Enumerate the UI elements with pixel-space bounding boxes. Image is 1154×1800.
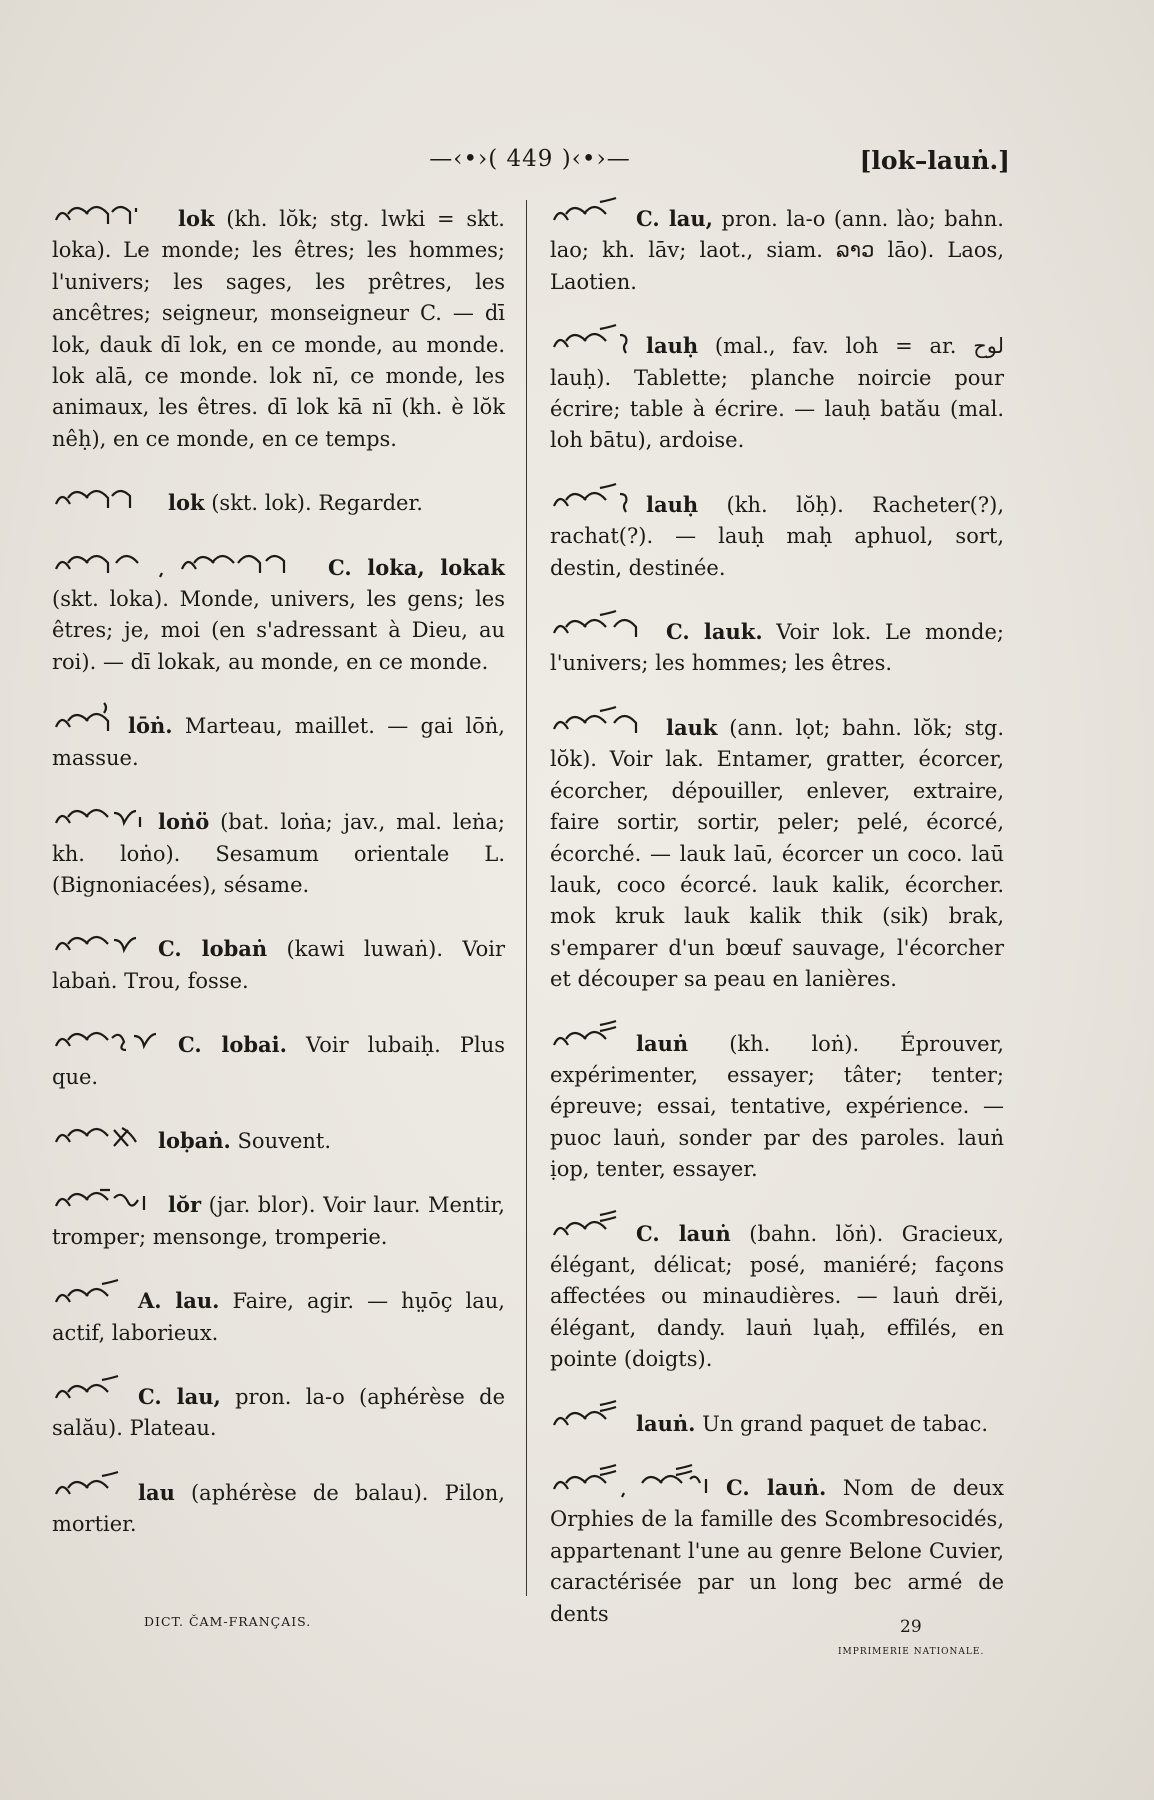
dictionary-entry: lau (aphérèse de balau). Pilon, mortier. [52,1474,505,1541]
cham-script-glyph [52,1282,132,1306]
cham-script-glyph [52,484,162,508]
cham-script-glyph [550,486,640,510]
column-divider [526,200,527,1596]
cham-script-glyph [550,709,660,733]
dictionary-entry: lauk (ann. lọt; bahn. lŏk; stg. lŏk). Voir lak. Entamer, gratter, écorcer, écorcher, dépouiller, enlever, extraire, faire sortir, sortir, peler; pelé, écorcé, écorché. — lauk laū, écorcer un coco. laū lauk, coco écorcé. lauk kalik, écorcher. mok kruk lauk kalik thik (sik) brak, s'emparer d'un bœuf sauvage, l'écorcher et découper sa peau en lanières. [550,709,1004,996]
dictionary-entry: lauḥ (kh. lŏḥ). Racheter(?), rachat(?). — lauḥ maḥ aphuol, sort, destin, destinée. [550,486,1004,584]
dictionary-entry: C. lobai. Voir lubaiḥ. Plus que. [52,1026,505,1093]
footer-printer: IMPRIMERIE NATIONALE. [838,1647,985,1657]
dictionary-entry: C. lauk. Voir lok. Le monde; l'univers; les hommes; les êtres. [550,613,1004,680]
dictionary-entry: loṅö (bat. loṅa; jav., mal. leṅa; kh. loṅo). Sesamum orientale L. (Bignoniacées), sésame. [52,803,505,901]
cham-script-glyph [550,1469,720,1493]
cham-script-glyph [550,327,640,351]
cham-script-glyph [550,1025,630,1049]
dictionary-entry: C. lauṅ. Nom de deux Orphies de la famille des Scombresocidés, appartenant l'une au genre Belone Cuvier, caractérisée par un long bec armé de dents [550,1469,1004,1630]
right-column [550,200,1004,1659]
cham-script-glyph [550,1215,630,1239]
dictionary-entry: C. lau, pron. la-o (ann. lào; bahn. lao; kh. lāv; laot., siam. ລາວ lāo). Laos, Laotien. [550,200,1004,298]
dictionary-entry: lok (kh. lŏk; stg. lwki = skt. loka). Le monde; les êtres; les hommes; l'univers; les sages, les prêtres, les ancêtres; seigneur, monseigneur C. — dī lok, dauk dī lok, en ce monde, au monde. lok alā, ce monde. lok nī, ce monde, les animaux, les êtres. dī lok kā nī (kh. è lŏk nêḥ), en ce monde, en ce temps. [52,200,505,455]
page-number: —‹•›( 449 )‹•›— [429,146,631,172]
cham-script-glyph [550,613,660,637]
entry-range: [lok–lauṅ.] [859,146,1010,175]
footer-publication: DICT. ČAM-FRANÇAIS. [144,1614,312,1629]
dictionary-entry: lok (skt. lok). Regarder. [52,484,505,519]
cham-script-glyph [550,200,630,224]
cham-script-glyph [52,1378,132,1402]
cham-script-glyph [52,1122,152,1146]
cham-script-glyph [52,1186,162,1210]
cham-script-glyph [52,200,172,224]
dictionary-entry: C. lauṅ (bahn. lŏṅ). Gracieux, élégant, délicat; posé, maniéré; façons affectées ou minaudières. — lauṅ drĕi, élégant, dandy. lauṅ lụaḥ, effilés, en pointe (doigts). [550,1215,1004,1376]
cham-script-glyph [52,930,152,954]
cham-script-glyph [550,1405,630,1429]
dictionary-entry: loḅaṅ. Souvent. [52,1122,505,1157]
footer-sheet-number: 29 [900,1617,922,1637]
dictionary-entry: lauṅ (kh. loṅ). Éprouver, expérimenter, essayer; tâter; tenter; épreuve; essai, tentative, expérience. — puoc lauṅ, sonder par des paroles. lauṅ ịop, tenter, essayer. [550,1025,1004,1186]
cham-script-glyph [52,1026,172,1050]
dictionary-entry: C. lau, pron. la-o (aphérèse de salău). Plateau. [52,1378,505,1445]
left-column [52,200,505,1570]
dictionary-entry: lauṅ. Un grand paquet de tabac. [550,1405,1004,1440]
dictionary-entry: lōṅ. Marteau, maillet. — gai lōṅ, massue. [52,707,505,774]
cham-script-glyph [52,1474,132,1498]
dictionary-entry: C. lobaṅ (kawi luwaṅ). Voir labaṅ. Trou, fosse. [52,930,505,997]
dictionary-entry: lauḥ (mal., fav. loh = ar. لوح lauḥ). Tablette; planche noircie pour écrire; table à écrire. — lauḥ batău (mal. loh bātu), ardoise. [550,327,1004,457]
cham-script-glyph [52,707,122,731]
cham-script-glyph [52,549,322,573]
dictionary-entry: A. lau. Faire, agir. — hṳōç lau, actif, laborieux. [52,1282,505,1349]
dictionary-entry: lŏr (jar. blor). Voir laur. Mentir, tromper; mensonge, tromperie. [52,1186,505,1253]
cham-script-glyph [52,803,152,827]
dictionary-entry: C. loka, lokak (skt. loka). Monde, univers, les gens; les êtres; je, moi (en s'adressant à Dieu, au roi). — dī lokak, au monde, en ce monde. [52,549,505,679]
